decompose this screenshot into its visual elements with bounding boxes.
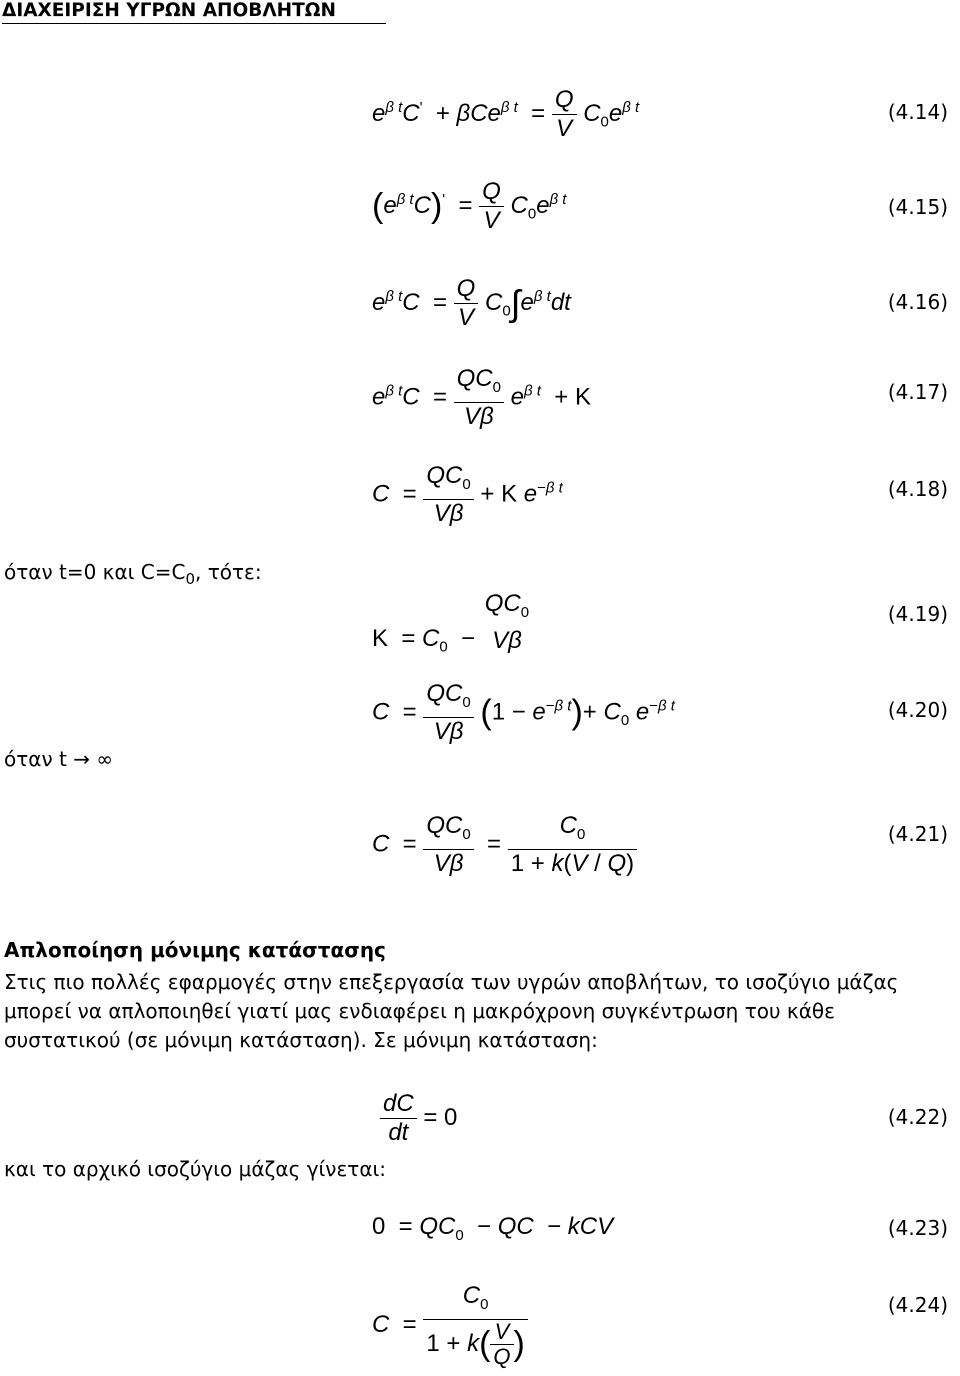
- equation-4-17: $e^{\beta t}C$ = $\frac{QC_0}{V\beta}$ $e^{\beta t} + K$: [372, 365, 591, 430]
- equation-4-22: $\frac{dC}{dt}$ = 0: [380, 1090, 457, 1147]
- equation-4-23: $0 = QC_0$ − QC − kCV: [372, 1213, 614, 1244]
- equation-number: (4.18): [887, 477, 948, 501]
- equation-4-24: C = $C_0$ 1 + k( $\frac{V}{Q}$ ): [372, 1282, 528, 1369]
- condition-text-t-infinity: όταν t → ∞: [4, 747, 113, 771]
- equation-number: (4.17): [887, 380, 948, 404]
- equation-4-16: $e^{\beta t}C$ = $\frac{Q}{V}$ $C_0\int e^{\beta t}dt$: [372, 275, 571, 331]
- page-header-title: ΔΙΑΧΕΙΡΙΣΗ ΥΓΡΩΝ ΑΠΟΒΛΗΤΩΝ: [2, 0, 386, 24]
- equation-number: (4.23): [887, 1216, 948, 1240]
- equation-4-20: C = $\frac{QC_0}{V\beta}$ $(1 - e^{-\beta t})+ C_0$ $e^{-\beta t}$: [372, 680, 675, 745]
- body-paragraph: Στις πιο πολλές εφαρμογές στην επεξεργασία των υγρών αποβλήτων, το ισοζύγιο μάζας μπορεί να απλοποιηθεί γιατί μας ενδιαφέρει η μακρόχρονη συγκέντρωση του κάθε συστατικού (σε μόνιμη κατάσταση). Σε μόνιμη κατάσταση:: [4, 970, 899, 1052]
- equation-number: (4.22): [887, 1105, 948, 1129]
- equation-4-18: C = $\frac{QC_0}{V\beta}$ + Κ $e^{-\beta t}$: [372, 462, 563, 527]
- equation-number: (4.21): [887, 822, 948, 846]
- equation-number: (4.14): [887, 100, 948, 124]
- equation-4-19: $K = C_0$ − $QC_0$ Vβ: [372, 590, 530, 656]
- mass-balance-text: και το αρχικό ισοζύγιο μάζας γίνεται:: [4, 1157, 387, 1181]
- equation-number: (4.15): [887, 195, 948, 219]
- equation-number: (4.16): [887, 290, 948, 314]
- equation-4-21: C = $\frac{QC_0}{V\beta}$ = $\frac{C_0}{1 + k(V / Q)}$: [372, 812, 637, 878]
- equation-number: (4.20): [887, 698, 948, 722]
- equation-4-15: $(e^{\beta t}C)'$ = $\frac{Q}{V}$ $C_0e^{\beta t}$: [372, 178, 567, 234]
- equation-number: (4.24): [887, 1293, 948, 1317]
- equation-number: (4.19): [887, 602, 948, 626]
- section-title: Απλοποίηση μόνιμης κατάστασης: [4, 938, 386, 962]
- equation-4-14: $e^{\beta t}C' + \beta Ce^{\beta t}$ = $\frac{Q}{V}$ $C_0e^{\beta t}$: [372, 86, 640, 142]
- condition-text-t0: όταν t=0 και $C=C_0$, τότε:: [4, 560, 262, 588]
